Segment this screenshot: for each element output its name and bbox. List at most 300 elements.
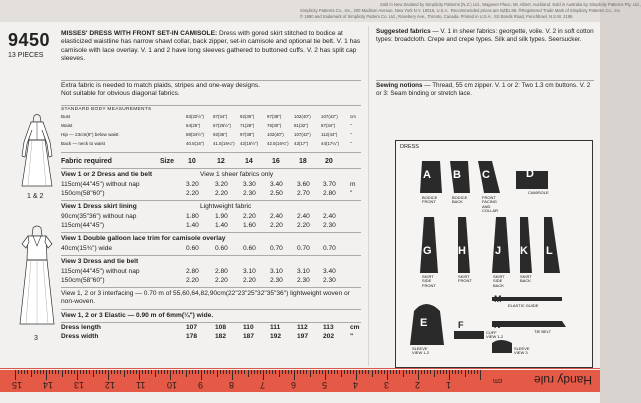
piece-count: 13 PIECES (8, 52, 44, 59)
ruler-tick (62, 370, 63, 377)
fabric-value: 2.30 (323, 222, 336, 229)
ruler-tick (458, 370, 459, 374)
ruler-number: 6 (291, 380, 297, 390)
measurement-value: 87(34") (321, 123, 336, 128)
ruler-tick (37, 370, 38, 374)
ruler-number: 14 (43, 380, 54, 390)
fabric-value: 2.20 (297, 222, 310, 229)
pattern-piece-c: C (482, 169, 490, 181)
measurement-value: 88(34½") (186, 132, 204, 137)
ruler-tick (124, 370, 125, 377)
finished-value: 187 (243, 333, 255, 340)
ruler-number: 13 (74, 380, 85, 390)
view-label-3: 3 (34, 335, 38, 342)
ruler-number: 5 (322, 380, 328, 390)
ruler-tick (139, 370, 140, 380)
fabric-value: 2.20 (186, 190, 199, 197)
ruler-tick (319, 370, 320, 374)
ruler-tick (480, 370, 481, 380)
ruler-tick (111, 370, 112, 374)
ruler-tick (430, 370, 431, 374)
sewing-notions-body: — Thread, 55 cm zipper. V. 1 or 2: Two 1.3 cm buttons. V. 2 or 3: Seam binding or stretch lace. (376, 82, 591, 97)
ruler-tick (105, 370, 106, 374)
ruler-tick (322, 370, 323, 374)
elastic-note: View 1, 2 or 3 Elastic — 0.90 m of 6mm(¼") wide. (61, 312, 214, 319)
measurement-label: Hip — 23cm(9") below waist (61, 132, 119, 137)
finished-unit: cm (350, 324, 360, 331)
ruler-tick (96, 370, 97, 374)
ruler-tick (210, 370, 211, 374)
pattern-piece-a: A (423, 169, 431, 181)
view-1-2-dress-illustration (14, 112, 60, 192)
ruler-tick (130, 370, 131, 374)
ruler-tick (344, 370, 345, 374)
ruler-tick (446, 370, 447, 374)
ruler-tick (161, 370, 162, 374)
ruler-tick (217, 370, 218, 377)
ruler-tick (173, 370, 174, 374)
rule (61, 322, 361, 323)
fabric-value: 2.80 (323, 190, 336, 197)
pattern-pieces-diagram (395, 140, 593, 368)
fabric-value: 1.90 (215, 213, 228, 220)
ruler-tick (272, 370, 273, 374)
ruler-number: 15 (12, 380, 23, 390)
ruler-tick (148, 370, 149, 374)
ruler-tick (182, 370, 183, 374)
ruler-tick (52, 370, 53, 374)
fabric-value: 2.20 (186, 277, 199, 284)
ruler-tick (89, 370, 90, 374)
measurement-value: 102(40") (294, 114, 311, 119)
pattern-piece-label: SKIRT BACK (520, 274, 532, 284)
pattern-piece-label: BODICE FRONT (422, 195, 438, 205)
pattern-piece-l: L (546, 245, 553, 257)
suggested-fabrics (376, 28, 594, 44)
fabric-value: 2.20 (243, 213, 256, 220)
ruler-tick (331, 370, 332, 374)
ruler-tick (155, 370, 156, 377)
ruler-tick (440, 370, 441, 374)
ruler-tick (68, 370, 69, 374)
ruler-tick (275, 370, 276, 374)
fabric-value: 0.60 (215, 245, 228, 252)
ruler-tick (375, 370, 376, 374)
fabric-row-label: 90cm(35"36") without nap (61, 213, 137, 220)
ruler-tick (232, 370, 233, 380)
ruler-tick (291, 370, 292, 374)
ruler-tick (337, 370, 338, 374)
description-title: MISSES' DRESS WITH FRONT SET-IN CAMISOLE: (61, 30, 218, 37)
ruler-number: 2 (415, 380, 421, 390)
ruler-number: 10 (167, 380, 178, 390)
publisher-strip (0, 0, 641, 23)
pattern-piece-k: K (520, 245, 528, 257)
measurement-value: 42(16½") (240, 141, 258, 146)
size-column: 16 (272, 158, 280, 165)
fabric-notes (61, 82, 361, 99)
ruler-tick (80, 370, 81, 374)
ruler-tick (186, 370, 187, 377)
ruler-tick (424, 370, 425, 374)
pattern-piece-e: E (420, 317, 428, 329)
fabric-required-header: Fabric required (61, 158, 112, 165)
pattern-piece-j: J (495, 245, 502, 257)
fabric-value: 0.60 (243, 245, 256, 252)
ruler-tick (49, 370, 50, 374)
ruler-tick (365, 370, 366, 374)
ruler-tick (55, 370, 56, 374)
measurement-value: 64(25") (186, 123, 201, 128)
ruler-tick (437, 370, 438, 374)
ruler-tick (350, 370, 351, 374)
ruler-number: 3 (384, 380, 390, 390)
ruler-tick (204, 370, 205, 374)
measurement-value: 97(38") (267, 114, 282, 119)
finished-value: 108 (215, 324, 227, 331)
measurement-value: 102(40") (267, 132, 284, 137)
ruler-tick (403, 370, 404, 377)
ruler-tick (15, 370, 16, 380)
ruler-tick (396, 370, 397, 374)
ruler-tick (238, 370, 239, 374)
pattern-piece-f: F (458, 320, 464, 330)
fabric-value: 3.10 (243, 268, 256, 275)
ruler-tick (471, 370, 472, 374)
ruler-tick (46, 370, 47, 380)
fabric-row-label: 115cm(44"45") without nap (61, 181, 140, 188)
ruler-tick (24, 370, 25, 374)
fabric-value: 2.20 (215, 190, 228, 197)
ruler-tick (406, 370, 407, 374)
ruler-tick (164, 370, 165, 374)
ruler-tick (74, 370, 75, 374)
ruler-tick (325, 370, 326, 380)
pattern-piece-h: H (458, 245, 466, 257)
ruler-tick (102, 370, 103, 374)
pattern-piece-b: B (453, 169, 461, 181)
ruler-tick (474, 370, 475, 374)
measurement-value: 44(17¼") (321, 141, 339, 146)
ruler-tick (306, 370, 307, 374)
fabric-value: 2.20 (215, 277, 228, 284)
ruler-number: 4 (353, 380, 359, 390)
pattern-piece-p: P (494, 345, 501, 355)
note-line: Not suitable for obvious diagonal fabrics. (61, 90, 180, 98)
fabric-value: 2.30 (297, 277, 310, 284)
rule (61, 168, 361, 169)
measurement-label: Bust (61, 114, 71, 119)
description-body: Dress with gored skirt stitched to bodice at elasticized waistline has narrow shawl collar, back zipper, set-in camisole and optional tie belt. V. 1 has camisole with lace overlay. V. 1 and 2 have long sleeves gathered to buttoned cuffs. V. 2 has split cap sleeves. (61, 30, 361, 63)
section-title: View 1 Dress skirt lining (61, 203, 137, 210)
ruler-tick (142, 370, 143, 374)
section-title: View 1 or 2 Dress and tie belt (61, 171, 153, 178)
fabric-value: 3.40 (270, 181, 283, 188)
fabric-value: 3.10 (270, 268, 283, 275)
ruler-tick (356, 370, 357, 380)
fabric-row-label: 150cm(58"60") (61, 190, 105, 197)
ruler-tick (452, 370, 453, 374)
ruler-tick (421, 370, 422, 374)
ruler-tick (266, 370, 267, 374)
pattern-piece-n: N (494, 320, 501, 330)
section-subtitle: View 1 sheer fabrics only (200, 171, 274, 178)
rule (61, 80, 361, 81)
ruler-tick (393, 370, 394, 374)
fabric-value: 3.40 (323, 268, 336, 275)
ruler-tick (31, 370, 32, 377)
ruler-number: 11 (136, 380, 146, 390)
ruler-tick (368, 370, 369, 374)
fabric-value: 1.40 (215, 222, 228, 229)
measurement-value: 107(42") (321, 114, 338, 119)
view-3-dress-illustration (14, 224, 60, 332)
rule (61, 200, 361, 201)
ruler-tick (387, 370, 388, 380)
fabric-value: 0.70 (323, 245, 336, 252)
ruler-number: 9 (198, 380, 204, 390)
fabric-value: 2.30 (243, 190, 256, 197)
fabric-value: 2.40 (323, 213, 336, 220)
ruler-tick (415, 370, 416, 374)
measurements-title: STANDARD BODY MEASUREMENTS (61, 107, 152, 112)
fabric-unit: " (350, 190, 353, 197)
fabric-value: 2.40 (297, 213, 310, 220)
pattern-description (61, 30, 361, 64)
measurement-value: 76(30") (267, 123, 282, 128)
fabric-value: 1.80 (186, 213, 199, 220)
ruler-tick (254, 370, 255, 374)
finished-value: 197 (297, 333, 309, 340)
pattern-piece-label: FRONT FACING AND COLLAR (482, 195, 499, 214)
publisher-line-1: Sold in New Zealand by Simplicity Patterns (N.Z.) Ltd., Wagener Place, Mt. Albert, Auckland. Sold in Australia by Simplicity Patterns Pty. Ltd., (380, 2, 641, 7)
fabric-value: 0.70 (297, 245, 310, 252)
ruler-tick (189, 370, 190, 374)
fabric-value: 3.10 (297, 268, 310, 275)
ruler-tick (179, 370, 180, 374)
ruler-tick (477, 370, 478, 374)
rule (376, 80, 594, 81)
pattern-piece-label: ELASTIC GUIDE (508, 303, 539, 308)
ruler-tick (362, 370, 363, 374)
ruler-tick (378, 370, 379, 374)
ruler-tick (220, 370, 221, 374)
ruler-number: 1 (446, 380, 452, 390)
ruler-tick (133, 370, 134, 374)
ruler-tick (251, 370, 252, 374)
size-column: 20 (325, 158, 333, 165)
ruler-tick (434, 370, 435, 377)
fabric-unit: m (350, 181, 356, 188)
fabric-row-label: 115cm(44"45") (61, 222, 105, 229)
pattern-piece-label: SKIRT FRONT (458, 274, 472, 284)
ruler-tick (21, 370, 22, 374)
ruler-tick (359, 370, 360, 374)
measurement-value: 83(32½") (186, 114, 204, 119)
fabric-value: 3.20 (186, 181, 199, 188)
finished-label: Dress width (61, 333, 99, 340)
ruler-tick (399, 370, 400, 374)
ruler-tick (223, 370, 224, 374)
measurement-value: 87(34") (213, 114, 228, 119)
ruler-tick (409, 370, 410, 374)
fabric-value: 2.80 (215, 268, 228, 275)
finished-value: 111 (270, 324, 281, 331)
measurement-value: 81(32") (294, 123, 309, 128)
ruler-tick (257, 370, 258, 374)
ruler-tick (145, 370, 146, 374)
fabric-value: 2.80 (186, 268, 199, 275)
fabric-row-label: 115cm(44"45") without nap (61, 268, 140, 275)
pattern-piece-label: TIE BELT (534, 329, 552, 334)
handy-rule (0, 370, 600, 392)
ruler-tick (93, 370, 94, 377)
ruler-tick (248, 370, 249, 377)
size-header: Size (160, 158, 175, 165)
size-column: 18 (299, 158, 307, 165)
ruler-tick (229, 370, 230, 374)
ruler-tick (108, 370, 109, 380)
note-line: Extra fabric is needed to match plaids, stripes and one-way designs. (61, 82, 261, 89)
ruler-tick (465, 370, 466, 377)
rule (61, 287, 361, 288)
ruler-tick (263, 370, 264, 380)
ruler-tick (412, 370, 413, 374)
fabric-value: 0.60 (186, 245, 199, 252)
ruler-tick (384, 370, 385, 374)
measurement-value: 92(36") (240, 114, 255, 119)
ruler-tick (353, 370, 354, 374)
finished-value: 113 (323, 324, 334, 331)
suggested-fabrics-body: — V. 1 in sheer fabrics: georgette, voile. V. 2 in soft cotton types: broadcloth. Crepe and crepe types. Silk and silk types. Seersucker. (376, 28, 594, 43)
ruler-tick (279, 370, 280, 377)
view-label-1-2: 1 & 2 (27, 193, 44, 200)
measurement-value: 42.5(16¾") (267, 141, 289, 146)
ruler-tick (151, 370, 152, 374)
ruler-tick (176, 370, 177, 374)
fabric-value: 2.30 (270, 277, 283, 284)
ruler-tick (77, 370, 78, 380)
ruler-tick (170, 370, 171, 380)
ruler-tick (381, 370, 382, 374)
suggested-fabrics-title: Suggested fabrics (376, 28, 431, 35)
ruler-tick (213, 370, 214, 374)
fabric-value: 2.20 (270, 222, 283, 229)
ruler-tick (449, 370, 450, 380)
measurement-value: 112(44") (321, 132, 338, 137)
measurement-value: 107(42") (294, 132, 311, 137)
finished-value: 202 (323, 333, 335, 340)
sewing-notions (376, 82, 594, 98)
ruler-number: 12 (105, 380, 116, 390)
ruler-tick (443, 370, 444, 374)
ruler-tick (341, 370, 342, 377)
pattern-piece-label: SLEEVE VIEW 3 (514, 346, 530, 356)
measurement-value: 97(38") (240, 132, 255, 137)
fabric-value: 3.30 (243, 181, 256, 188)
panel-divider (368, 26, 369, 366)
ruler-tick (86, 370, 87, 374)
measurement-value: 71(28") (240, 123, 255, 128)
ruler-tick (468, 370, 469, 374)
ruler-tick (127, 370, 128, 374)
pattern-piece-label: SLEEVE VIEW 1-2 (412, 346, 430, 356)
ruler-number: 7 (260, 380, 266, 390)
section-title: View 1 Double galloon lace trim for camisole overlay (61, 235, 226, 242)
finished-value: 178 (186, 333, 198, 340)
rule (61, 255, 361, 256)
pattern-piece-label: BODICE BACK (452, 195, 468, 205)
ruler-tick (27, 370, 28, 374)
ruler-tick (328, 370, 329, 374)
ruler-tick (347, 370, 348, 374)
ruler-tick (303, 370, 304, 374)
ruler-tick (43, 370, 44, 374)
measurement-value: 40.5(16") (186, 141, 204, 146)
finished-value: 107 (186, 324, 198, 331)
fabric-value: 2.70 (297, 190, 310, 197)
fabric-value: 3.60 (297, 181, 310, 188)
ruler-tick (65, 370, 66, 374)
ruler-tick (241, 370, 242, 374)
dress-pieces-title: DRESS (400, 144, 419, 150)
ruler-tick (269, 370, 270, 374)
measurement-unit: " (350, 141, 352, 146)
handy-rule-label: Handy rule (533, 373, 592, 387)
ruler-number: 8 (229, 380, 235, 390)
ruler-tick (288, 370, 289, 374)
ruler-tick (83, 370, 84, 374)
pattern-piece-m: M (494, 294, 502, 304)
fabric-value: 2.40 (270, 213, 283, 220)
bottom-border-line (0, 368, 600, 369)
fabric-value: 2.20 (243, 277, 256, 284)
ruler-tick (285, 370, 286, 374)
rule (61, 309, 361, 310)
ruler-tick (390, 370, 391, 374)
ruler-tick (418, 370, 419, 380)
publisher-line-3: © 1980 and trademark of Simplicity Pattern Co. Ltd., Rosebery Ave., Toronto, Canada. Printed in U.S.A. SS Bonds Road, Punchbowl, N.S.W. 2196 (300, 14, 573, 19)
fabric-value: 2.30 (323, 277, 336, 284)
ruler-tick (58, 370, 59, 374)
rule (61, 105, 361, 106)
size-column: 14 (245, 158, 253, 165)
ruler-tick (300, 370, 301, 374)
fabric-value: 1.40 (186, 222, 199, 229)
ruler-tick (158, 370, 159, 374)
ruler-tick (334, 370, 335, 374)
finished-value: 192 (270, 333, 282, 340)
ruler-tick (192, 370, 193, 374)
fabric-value: 0.70 (270, 245, 283, 252)
ruler-tick (120, 370, 121, 374)
sewing-notions-title: Sewing notions (376, 82, 423, 89)
finished-unit: " (350, 333, 354, 340)
ruler-tick (244, 370, 245, 374)
pattern-number: 9450 (8, 30, 51, 50)
ruler-tick (455, 370, 456, 374)
fabric-value: 3.70 (323, 181, 336, 188)
ruler-tick (117, 370, 118, 374)
ruler-tick (167, 370, 168, 374)
fabric-row-label: 40cm(15¾") wide (61, 245, 113, 252)
ruler-tick (18, 370, 19, 374)
measurement-unit: " (350, 132, 352, 137)
ruler-tick (313, 370, 314, 374)
pattern-piece-label: SKIRT SIDE FRONT (422, 274, 436, 288)
ruler-tick (71, 370, 72, 374)
measurement-unit: cm (350, 114, 356, 119)
